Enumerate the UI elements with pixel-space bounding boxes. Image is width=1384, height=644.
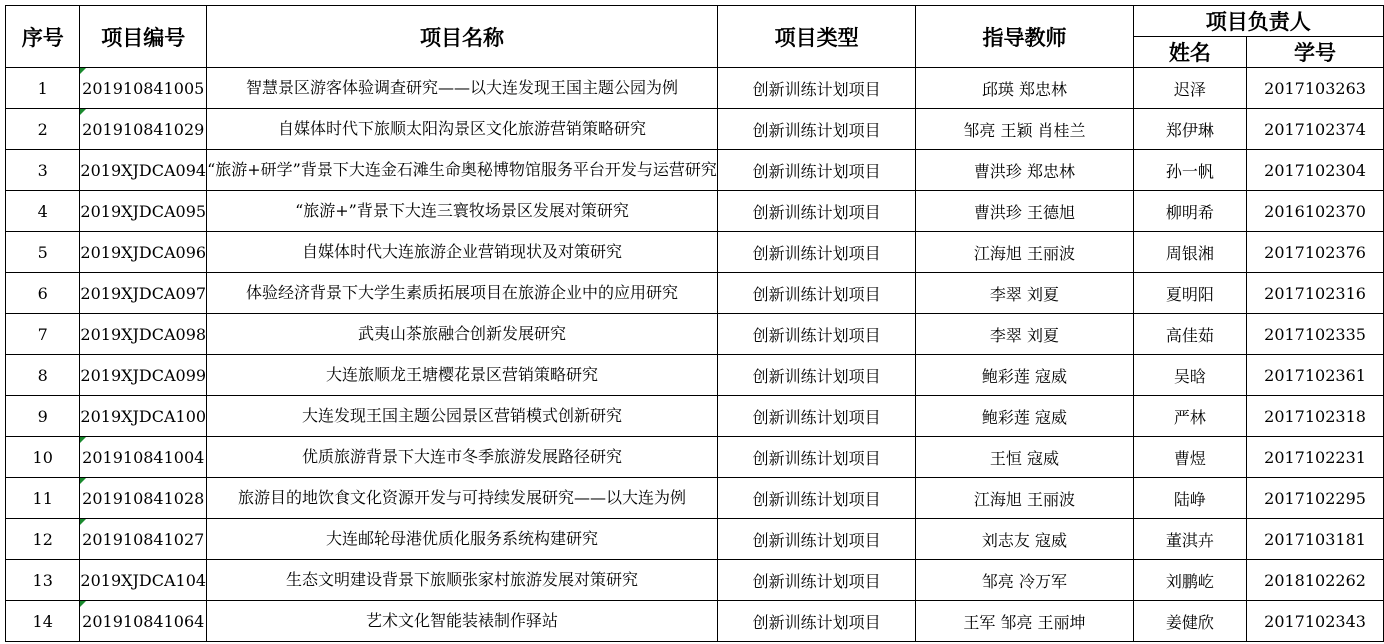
cell-code-text: 2019XJDCA095 [80, 201, 207, 221]
cell-advisor[interactable]: 江海旭 王丽波 [916, 232, 1133, 273]
cell-type[interactable]: 创新训练计划项目 [717, 355, 915, 396]
cell-advisor[interactable]: 李翠 刘夏 [916, 314, 1133, 355]
cell-code-text: 2019XJDCA100 [80, 406, 207, 426]
cell-student-id[interactable]: 2017102361 [1247, 355, 1384, 396]
cell-no[interactable]: 12 [6, 519, 80, 560]
cell-leader[interactable]: 董淇卉 [1133, 519, 1246, 560]
cell-type[interactable]: 创新训练计划项目 [717, 273, 915, 314]
table-body [6, 68, 1384, 642]
table-row [6, 396, 1384, 437]
table-row [6, 232, 1384, 273]
cell-leader[interactable]: 孙一帆 [1133, 150, 1246, 191]
cell-name[interactable] [207, 437, 718, 478]
cell-no[interactable]: 14 [6, 601, 80, 642]
cell-name-text: 体验经济背景下大学生素质拓展项目在旅游企业中的应用研究 [245, 283, 678, 302]
cell-name[interactable] [207, 150, 718, 191]
cell-type[interactable]: 创新训练计划项目 [717, 191, 915, 232]
cell-name[interactable] [207, 519, 718, 560]
cell-name[interactable] [207, 601, 718, 642]
cell-leader[interactable]: 周银湘 [1133, 232, 1246, 273]
cell-flag-icon [80, 478, 86, 484]
cell-student-id[interactable]: 2017103181 [1247, 519, 1384, 560]
cell-leader[interactable]: 姜健欣 [1133, 601, 1246, 642]
cell-advisor[interactable]: 邱瑛 郑忠林 [916, 68, 1133, 109]
header-code[interactable]: 项目编号 [80, 6, 207, 68]
cell-student-id[interactable]: 2018102262 [1247, 560, 1384, 601]
cell-name-text: 大连旅顺龙王塘樱花景区营销策略研究 [325, 365, 598, 384]
cell-name[interactable] [207, 109, 718, 150]
cell-no[interactable]: 10 [6, 437, 80, 478]
cell-advisor[interactable]: 曹洪珍 郑忠林 [916, 150, 1133, 191]
cell-type[interactable]: 创新训练计划项目 [717, 601, 915, 642]
cell-no[interactable]: 3 [6, 150, 80, 191]
table-row [6, 314, 1384, 355]
cell-code[interactable] [80, 232, 207, 273]
table-row [6, 560, 1384, 601]
cell-name-text: 自媒体时代下旅顺太阳沟景区文化旅游营销策略研究 [277, 119, 646, 138]
cell-name-text: 大连发现王国主题公园景区营销模式创新研究 [301, 406, 622, 425]
cell-no[interactable]: 8 [6, 355, 80, 396]
cell-student-id[interactable]: 2017102343 [1247, 601, 1384, 642]
cell-code[interactable] [80, 396, 207, 437]
cell-name[interactable] [207, 314, 718, 355]
cell-code-text: 2019XJDCA099 [80, 365, 207, 385]
cell-advisor[interactable]: 鲍彩莲 寇威 [916, 355, 1133, 396]
cell-flag-icon [80, 437, 86, 443]
cell-student-id[interactable]: 2017102335 [1247, 314, 1384, 355]
cell-name[interactable] [207, 478, 718, 519]
cell-no[interactable]: 11 [6, 478, 80, 519]
cell-leader[interactable]: 吴晗 [1133, 355, 1246, 396]
cell-name[interactable] [207, 560, 718, 601]
cell-name-text: “旅游+”背景下大连三寰牧场景区发展对策研究 [295, 201, 629, 220]
cell-name-text: 大连邮轮母港优质化服务系统构建研究 [325, 529, 598, 548]
cell-code[interactable] [80, 601, 207, 642]
cell-code-text: 2019XJDCA094 [80, 160, 207, 180]
cell-leader[interactable]: 陆峥 [1133, 478, 1246, 519]
header-leader-name[interactable]: 姓名 [1133, 37, 1246, 68]
cell-code[interactable] [80, 150, 207, 191]
cell-type[interactable]: 创新训练计划项目 [717, 437, 915, 478]
table-header [6, 6, 1384, 68]
project-table [5, 5, 1384, 642]
cell-no[interactable]: 6 [6, 273, 80, 314]
cell-advisor[interactable]: 王军 邹亮 王丽坤 [916, 601, 1133, 642]
cell-leader[interactable]: 曹煜 [1133, 437, 1246, 478]
cell-student-id[interactable]: 2017102295 [1247, 478, 1384, 519]
cell-code-text: 201910841004 [82, 447, 205, 467]
cell-advisor[interactable]: 江海旭 王丽波 [916, 478, 1133, 519]
cell-advisor[interactable]: 刘志友 寇威 [916, 519, 1133, 560]
cell-leader[interactable]: 夏明阳 [1133, 273, 1246, 314]
cell-code[interactable] [80, 68, 207, 109]
cell-name[interactable] [207, 68, 718, 109]
cell-type[interactable]: 创新训练计划项目 [717, 68, 915, 109]
cell-name-text: 艺术文化智能装裱制作驿站 [365, 611, 558, 630]
cell-name-text: 自媒体时代大连旅游企业营销现状及对策研究 [301, 242, 622, 261]
cell-leader[interactable]: 郑伊琳 [1133, 109, 1246, 150]
cell-code-text: 201910841027 [82, 529, 205, 549]
cell-code[interactable] [80, 314, 207, 355]
cell-student-id[interactable]: 2016102370 [1247, 191, 1384, 232]
header-leader[interactable]: 项目负责人 [1133, 6, 1383, 37]
cell-type[interactable]: 创新训练计划项目 [717, 314, 915, 355]
cell-code[interactable] [80, 478, 207, 519]
header-name[interactable]: 项目名称 [207, 6, 718, 68]
cell-flag-icon [80, 68, 86, 74]
cell-code[interactable] [80, 519, 207, 560]
cell-type[interactable]: 创新训练计划项目 [717, 478, 915, 519]
cell-student-id[interactable]: 2017102231 [1247, 437, 1384, 478]
cell-advisor[interactable]: 曹洪珍 王德旭 [916, 191, 1133, 232]
cell-no[interactable]: 4 [6, 191, 80, 232]
cell-student-id[interactable]: 2017102304 [1247, 150, 1384, 191]
table-row [6, 68, 1384, 109]
header-advisor[interactable]: 指导教师 [916, 6, 1133, 68]
cell-type[interactable]: 创新训练计划项目 [717, 396, 915, 437]
cell-name[interactable] [207, 273, 718, 314]
table-row [6, 519, 1384, 560]
cell-code-text: 2019XJDCA097 [80, 283, 207, 303]
cell-no[interactable]: 2 [6, 109, 80, 150]
cell-code-text: 201910841028 [82, 488, 205, 508]
cell-code-text: 2019XJDCA104 [80, 570, 207, 590]
cell-code-text: 201910841029 [82, 119, 205, 139]
cell-name[interactable] [207, 191, 718, 232]
cell-name[interactable] [207, 232, 718, 273]
table-row [6, 109, 1384, 150]
table-row [6, 478, 1384, 519]
header-no[interactable]: 序号 [6, 6, 80, 68]
cell-name-text: 生态文明建设背景下旅顺张家村旅游发展对策研究 [285, 570, 638, 589]
cell-flag-icon [80, 519, 86, 525]
cell-no[interactable]: 9 [6, 396, 80, 437]
cell-name-text: 智慧景区游客体验调查研究——以大连发现王国主题公园为例 [245, 78, 678, 97]
cell-code[interactable] [80, 560, 207, 601]
cell-student-id[interactable]: 2017102376 [1247, 232, 1384, 273]
table-row [6, 150, 1384, 191]
cell-name-text: “旅游+研学”背景下大连金石滩生命奥秘博物馆服务平台开发与运营研究 [207, 160, 717, 179]
cell-flag-icon [80, 601, 86, 607]
cell-type[interactable]: 创新训练计划项目 [717, 232, 915, 273]
table-row [6, 191, 1384, 232]
cell-code[interactable] [80, 437, 207, 478]
cell-leader[interactable]: 高佳茹 [1133, 314, 1246, 355]
cell-student-id[interactable]: 2017102316 [1247, 273, 1384, 314]
cell-code-text: 2019XJDCA096 [80, 242, 207, 262]
cell-advisor[interactable]: 王恒 寇威 [916, 437, 1133, 478]
cell-leader[interactable]: 严林 [1133, 396, 1246, 437]
cell-leader[interactable]: 刘鹏屹 [1133, 560, 1246, 601]
cell-code-text: 201910841005 [82, 78, 205, 98]
cell-leader[interactable]: 柳明希 [1133, 191, 1246, 232]
cell-code-text: 201910841064 [82, 611, 205, 631]
cell-name[interactable] [207, 396, 718, 437]
cell-code[interactable] [80, 355, 207, 396]
cell-type[interactable]: 创新训练计划项目 [717, 109, 915, 150]
cell-no[interactable]: 13 [6, 560, 80, 601]
cell-name[interactable] [207, 355, 718, 396]
cell-student-id[interactable]: 2017102318 [1247, 396, 1384, 437]
cell-code-text: 2019XJDCA098 [80, 324, 207, 344]
cell-no[interactable]: 7 [6, 314, 80, 355]
cell-no[interactable]: 1 [6, 68, 80, 109]
cell-advisor[interactable]: 邹亮 冷万军 [916, 560, 1133, 601]
cell-name-text: 旅游目的地饮食文化资源开发与可持续发展研究——以大连为例 [237, 488, 686, 507]
cell-code[interactable] [80, 109, 207, 150]
cell-code[interactable] [80, 273, 207, 314]
cell-flag-icon [80, 109, 86, 115]
cell-type[interactable]: 创新训练计划项目 [717, 150, 915, 191]
cell-student-id[interactable]: 2017103263 [1247, 68, 1384, 109]
table-row [6, 355, 1384, 396]
table-row [6, 601, 1384, 642]
cell-no[interactable]: 5 [6, 232, 80, 273]
cell-type[interactable]: 创新训练计划项目 [717, 560, 915, 601]
cell-advisor[interactable]: 李翠 刘夏 [916, 273, 1133, 314]
cell-leader[interactable]: 迟泽 [1133, 68, 1246, 109]
header-student-id[interactable]: 学号 [1247, 37, 1384, 68]
cell-type[interactable]: 创新训练计划项目 [717, 519, 915, 560]
cell-name-text: 武夷山茶旅融合创新发展研究 [357, 324, 566, 343]
cell-code[interactable] [80, 191, 207, 232]
cell-name-text: 优质旅游背景下大连市冬季旅游发展路径研究 [301, 447, 622, 466]
table-row [6, 437, 1384, 478]
table-row [6, 273, 1384, 314]
cell-advisor[interactable]: 邹亮 王颖 肖桂兰 [916, 109, 1133, 150]
header-type[interactable]: 项目类型 [717, 6, 915, 68]
cell-student-id[interactable]: 2017102374 [1247, 109, 1384, 150]
cell-advisor[interactable]: 鲍彩莲 寇威 [916, 396, 1133, 437]
